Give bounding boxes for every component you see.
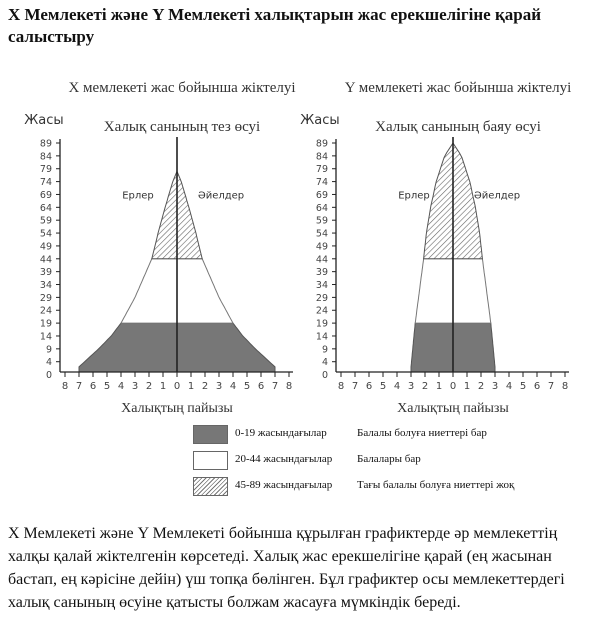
legend-range: 20-44 жасындағылар <box>235 453 333 465</box>
chart-subtitle: Халық санының тез өсуі <box>103 119 261 135</box>
x-axis-label: Халықтың пайызы <box>397 401 509 416</box>
y-tick-label: 84 <box>315 151 328 163</box>
x-tick-label: 1 <box>435 381 443 392</box>
chart-subtitle: Халық санының баяу өсуі <box>375 119 541 135</box>
y-tick-label: 19 <box>315 318 328 330</box>
x-tick-label: 6 <box>365 381 373 392</box>
x-tick-label: 6 <box>89 381 97 392</box>
y-tick-label: 44 <box>39 254 52 266</box>
y-tick-label: 14 <box>315 331 328 343</box>
x-tick-label: 3 <box>131 381 139 392</box>
x-tick-label: 7 <box>547 381 555 392</box>
x-tick-label: 7 <box>271 381 279 392</box>
x-axis-label: Халықтың пайызы <box>121 401 233 416</box>
y-tick-label: 9 <box>45 344 52 356</box>
x-tick-label: 8 <box>561 381 569 392</box>
y-tick-label: 49 <box>39 241 52 253</box>
x-tick-label: 7 <box>351 381 359 392</box>
x-tick-label: 4 <box>229 381 237 392</box>
chart-x-country <box>24 80 295 416</box>
y-tick-label: 54 <box>315 228 328 240</box>
legend-desc: Тағы балалы болуға ниеттері жоқ <box>357 479 515 491</box>
x-tick-label: 8 <box>61 381 69 392</box>
legend <box>193 424 593 502</box>
x-tick-label: 5 <box>243 381 251 392</box>
x-tick-label: 6 <box>257 381 265 392</box>
x-tick-label: 0 <box>173 381 181 392</box>
females-label: Әйелдер <box>197 190 245 202</box>
y-tick-label: 74 <box>315 177 328 189</box>
y-tick-label: 39 <box>39 267 52 279</box>
page-title: X Мемлекеті және Y Мемлекеті халықтарын жас ерекшелігіне қарай салыстыру <box>8 5 541 46</box>
x-tick-label: 6 <box>533 381 541 392</box>
y-tick-label: 9 <box>321 344 328 356</box>
y-tick-label: 84 <box>39 151 52 163</box>
chart-y-country <box>300 80 571 416</box>
description-paragraph: X Мемлекеті және Y Мемлекеті бойынша құрылған графиктерде әр мемлекеттің халқы қалай жіктелгенін көрсетеді. Халық жас ерекшелігіне қарай (ең жасынан бастап, ең кәрісіне дейін) үш топқа бөлінген. Бұл графиктер осы мемлекеттердегі халық санының өсуіне қатысты болжам жасауға мүмкіндік береді. <box>8 525 565 611</box>
y-tick-label: 89 <box>315 138 328 150</box>
y-tick-label: 69 <box>315 189 328 201</box>
legend-swatch-white <box>193 451 228 470</box>
x-tick-label: 7 <box>75 381 83 392</box>
y-tick-label: 24 <box>39 305 52 317</box>
chart-title: X мемлекеті жас бойынша жіктелуі <box>68 80 296 96</box>
y-tick-label: 64 <box>315 202 328 214</box>
y-tick-label: 24 <box>315 305 328 317</box>
x-tick-label: 3 <box>407 381 415 392</box>
y-tick-label: 74 <box>39 177 52 189</box>
legend-item-0-19 <box>193 424 593 450</box>
x-tick-label: 8 <box>337 381 345 392</box>
y-tick-label: 29 <box>39 292 52 304</box>
y-tick-label: 59 <box>39 215 52 227</box>
y-tick-label: 39 <box>315 267 328 279</box>
y-tick-label: 79 <box>39 164 52 176</box>
y-tick-label: 4 <box>45 357 52 369</box>
y-tick-label: 44 <box>315 254 328 266</box>
y-tick-label: 19 <box>39 318 52 330</box>
x-tick-label: 0 <box>449 381 457 392</box>
x-tick-label: 1 <box>463 381 471 392</box>
legend-range: 0-19 жасындағылар <box>235 427 327 439</box>
x-tick-label: 8 <box>285 381 293 392</box>
x-tick-label: 1 <box>187 381 195 392</box>
y-axis-label: Жасы <box>300 113 340 128</box>
x-tick-label: 5 <box>103 381 111 392</box>
x-tick-label: 4 <box>505 381 513 392</box>
chart-title: Y мемлекеті жас бойынша жіктелуі <box>344 80 572 96</box>
x-tick-label: 2 <box>201 381 209 392</box>
y-tick-label: 54 <box>39 228 52 240</box>
y-tick-label: 59 <box>315 215 328 227</box>
legend-range: 45-89 жасындағылар <box>235 479 333 491</box>
x-tick-label: 4 <box>393 381 401 392</box>
y-tick-label: 4 <box>321 357 328 369</box>
y-tick-label: 29 <box>315 292 328 304</box>
y-tick-label: 49 <box>315 241 328 253</box>
y-tick-label: 64 <box>39 202 52 214</box>
x-tick-label: 3 <box>215 381 223 392</box>
x-tick-label: 5 <box>379 381 387 392</box>
x-tick-label: 3 <box>491 381 499 392</box>
females-label: Әйелдер <box>473 190 521 202</box>
x-tick-label: 2 <box>477 381 485 392</box>
legend-swatch-dark <box>193 425 228 444</box>
males-label: Ерлер <box>398 190 430 202</box>
y-tick-label: 69 <box>39 189 52 201</box>
y-tick-label: 79 <box>315 164 328 176</box>
legend-desc: Балалы болуға ниеттері бар <box>357 427 487 439</box>
legend-swatch-hatch <box>193 477 228 496</box>
males-label: Ерлер <box>122 190 154 202</box>
y-axis-label: Жасы <box>24 113 64 128</box>
y-tick-label: 0 <box>45 370 52 381</box>
x-tick-label: 2 <box>421 381 429 392</box>
y-tick-label: 0 <box>321 370 328 381</box>
x-tick-label: 1 <box>159 381 167 392</box>
legend-item-20-44 <box>193 450 593 476</box>
y-tick-label: 89 <box>39 138 52 150</box>
x-tick-label: 4 <box>117 381 125 392</box>
y-tick-label: 34 <box>39 280 52 292</box>
legend-desc: Балалары бар <box>357 453 421 465</box>
x-tick-label: 5 <box>519 381 527 392</box>
charts-area <box>0 70 600 420</box>
y-tick-label: 14 <box>39 331 52 343</box>
y-tick-label: 34 <box>315 280 328 292</box>
x-tick-label: 2 <box>145 381 153 392</box>
legend-item-45-89 <box>193 476 593 502</box>
